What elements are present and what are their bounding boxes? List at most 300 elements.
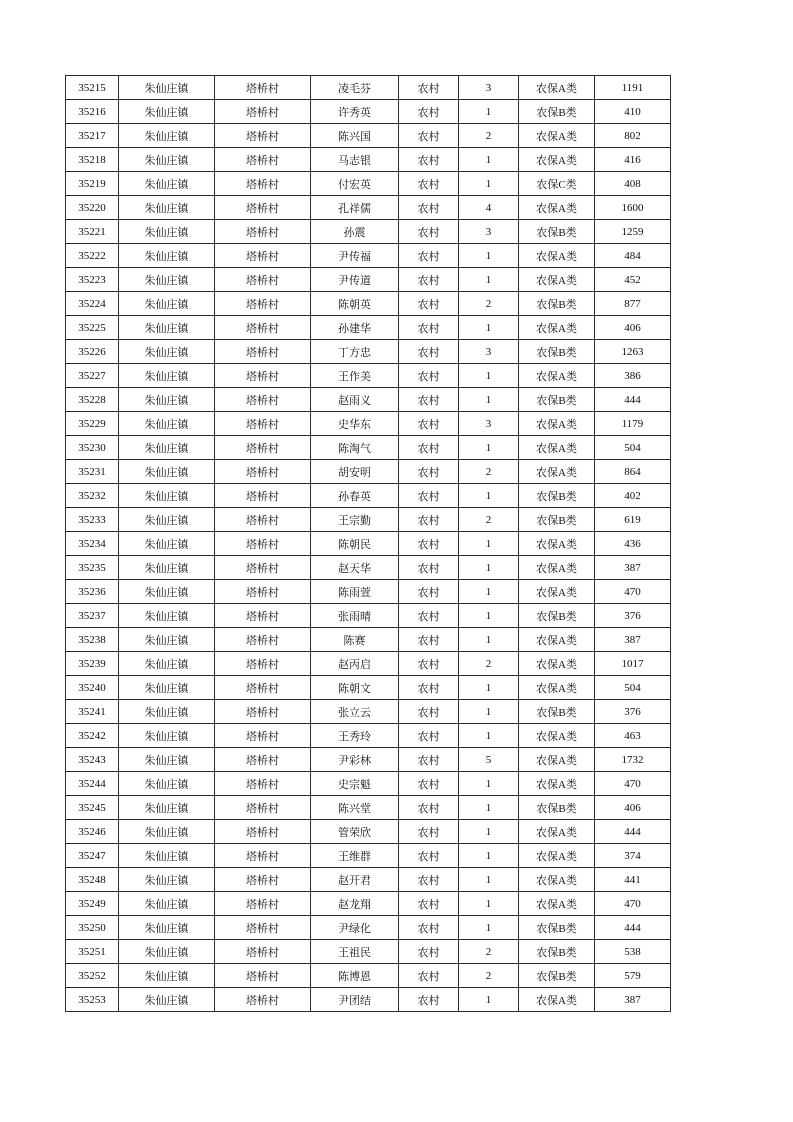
cell-record-id: 35216 (66, 100, 119, 124)
cell-insurance-category: 农保B类 (519, 508, 595, 532)
cell-town: 朱仙庄镇 (119, 244, 215, 268)
cell-insurance-category: 农保B类 (519, 340, 595, 364)
cell-village: 塔桥村 (215, 556, 311, 580)
cell-insurance-category: 农保A类 (519, 580, 595, 604)
cell-residence-type: 农村 (399, 892, 459, 916)
cell-record-id: 35235 (66, 556, 119, 580)
cell-record-id: 35253 (66, 988, 119, 1012)
cell-residence-type: 农村 (399, 196, 459, 220)
cell-town: 朱仙庄镇 (119, 220, 215, 244)
table-row (66, 628, 671, 652)
cell-person-count: 1 (459, 556, 519, 580)
cell-insurance-category: 农保B类 (519, 964, 595, 988)
cell-amount: 1259 (595, 220, 671, 244)
cell-record-id: 35239 (66, 652, 119, 676)
cell-village: 塔桥村 (215, 340, 311, 364)
cell-record-id: 35231 (66, 460, 119, 484)
cell-insurance-category: 农保A类 (519, 532, 595, 556)
cell-record-id: 35242 (66, 724, 119, 748)
cell-town: 朱仙庄镇 (119, 172, 215, 196)
cell-amount: 387 (595, 556, 671, 580)
cell-insurance-category: 农保A类 (519, 772, 595, 796)
cell-amount: 1191 (595, 76, 671, 100)
cell-person-count: 1 (459, 244, 519, 268)
cell-town: 朱仙庄镇 (119, 340, 215, 364)
table-row (66, 604, 671, 628)
cell-amount: 410 (595, 100, 671, 124)
cell-insurance-category: 农保A类 (519, 196, 595, 220)
cell-record-id: 35247 (66, 844, 119, 868)
cell-insurance-category: 农保B类 (519, 700, 595, 724)
cell-person-name: 陈雨萱 (311, 580, 399, 604)
cell-village: 塔桥村 (215, 868, 311, 892)
cell-person-name: 尹团结 (311, 988, 399, 1012)
cell-town: 朱仙庄镇 (119, 532, 215, 556)
cell-residence-type: 农村 (399, 124, 459, 148)
cell-person-count: 2 (459, 124, 519, 148)
cell-town: 朱仙庄镇 (119, 388, 215, 412)
cell-residence-type: 农村 (399, 388, 459, 412)
table-row (66, 316, 671, 340)
table-row (66, 556, 671, 580)
cell-village: 塔桥村 (215, 820, 311, 844)
cell-record-id: 35246 (66, 820, 119, 844)
cell-amount: 402 (595, 484, 671, 508)
cell-village: 塔桥村 (215, 148, 311, 172)
cell-residence-type: 农村 (399, 748, 459, 772)
cell-person-name: 孙建华 (311, 316, 399, 340)
cell-record-id: 35241 (66, 700, 119, 724)
cell-amount: 579 (595, 964, 671, 988)
cell-person-name: 尹彩林 (311, 748, 399, 772)
cell-amount: 504 (595, 676, 671, 700)
cell-insurance-category: 农保C类 (519, 172, 595, 196)
table-row (66, 412, 671, 436)
cell-village: 塔桥村 (215, 460, 311, 484)
cell-residence-type: 农村 (399, 580, 459, 604)
cell-person-count: 1 (459, 820, 519, 844)
cell-insurance-category: 农保B类 (519, 388, 595, 412)
table-row (66, 340, 671, 364)
cell-record-id: 35219 (66, 172, 119, 196)
cell-record-id: 35222 (66, 244, 119, 268)
cell-person-name: 孔祥儒 (311, 196, 399, 220)
cell-town: 朱仙庄镇 (119, 844, 215, 868)
cell-insurance-category: 农保A类 (519, 820, 595, 844)
cell-town: 朱仙庄镇 (119, 412, 215, 436)
cell-town: 朱仙庄镇 (119, 460, 215, 484)
cell-amount: 1600 (595, 196, 671, 220)
cell-record-id: 35230 (66, 436, 119, 460)
cell-amount: 864 (595, 460, 671, 484)
cell-person-name: 赵雨义 (311, 388, 399, 412)
cell-village: 塔桥村 (215, 748, 311, 772)
cell-village: 塔桥村 (215, 508, 311, 532)
cell-amount: 802 (595, 124, 671, 148)
cell-person-count: 1 (459, 772, 519, 796)
cell-insurance-category: 农保A类 (519, 268, 595, 292)
cell-residence-type: 农村 (399, 436, 459, 460)
cell-village: 塔桥村 (215, 268, 311, 292)
cell-person-name: 王维群 (311, 844, 399, 868)
cell-person-name: 陈朝文 (311, 676, 399, 700)
cell-record-id: 35220 (66, 196, 119, 220)
cell-amount: 406 (595, 796, 671, 820)
cell-amount: 408 (595, 172, 671, 196)
cell-insurance-category: 农保A类 (519, 748, 595, 772)
cell-town: 朱仙庄镇 (119, 700, 215, 724)
cell-amount: 387 (595, 988, 671, 1012)
cell-town: 朱仙庄镇 (119, 916, 215, 940)
cell-town: 朱仙庄镇 (119, 868, 215, 892)
benefits-table (65, 75, 671, 1012)
cell-residence-type: 农村 (399, 700, 459, 724)
cell-town: 朱仙庄镇 (119, 268, 215, 292)
table-row (66, 508, 671, 532)
cell-village: 塔桥村 (215, 100, 311, 124)
cell-amount: 470 (595, 892, 671, 916)
cell-person-name: 赵龙翔 (311, 892, 399, 916)
cell-amount: 538 (595, 940, 671, 964)
cell-village: 塔桥村 (215, 292, 311, 316)
cell-person-name: 赵开君 (311, 868, 399, 892)
cell-residence-type: 农村 (399, 820, 459, 844)
cell-insurance-category: 农保B类 (519, 484, 595, 508)
cell-residence-type: 农村 (399, 964, 459, 988)
table-row (66, 724, 671, 748)
table-row (66, 484, 671, 508)
cell-village: 塔桥村 (215, 76, 311, 100)
cell-insurance-category: 农保B类 (519, 916, 595, 940)
cell-village: 塔桥村 (215, 772, 311, 796)
cell-person-name: 尹传福 (311, 244, 399, 268)
table-row (66, 460, 671, 484)
cell-person-count: 2 (459, 460, 519, 484)
cell-record-id: 35228 (66, 388, 119, 412)
cell-amount: 470 (595, 772, 671, 796)
cell-person-count: 4 (459, 196, 519, 220)
cell-insurance-category: 农保A类 (519, 436, 595, 460)
cell-record-id: 35217 (66, 124, 119, 148)
table-row (66, 868, 671, 892)
cell-person-name: 王作美 (311, 364, 399, 388)
cell-residence-type: 农村 (399, 772, 459, 796)
cell-town: 朱仙庄镇 (119, 292, 215, 316)
cell-insurance-category: 农保A类 (519, 652, 595, 676)
cell-record-id: 35234 (66, 532, 119, 556)
cell-town: 朱仙庄镇 (119, 748, 215, 772)
table-body (66, 76, 671, 1012)
cell-residence-type: 农村 (399, 220, 459, 244)
cell-village: 塔桥村 (215, 916, 311, 940)
cell-person-count: 1 (459, 580, 519, 604)
table-row (66, 148, 671, 172)
cell-residence-type: 农村 (399, 628, 459, 652)
cell-person-count: 1 (459, 388, 519, 412)
cell-insurance-category: 农保A类 (519, 556, 595, 580)
cell-town: 朱仙庄镇 (119, 724, 215, 748)
cell-insurance-category: 农保A类 (519, 844, 595, 868)
cell-record-id: 35249 (66, 892, 119, 916)
cell-residence-type: 农村 (399, 484, 459, 508)
cell-village: 塔桥村 (215, 940, 311, 964)
cell-town: 朱仙庄镇 (119, 364, 215, 388)
cell-person-name: 尹传道 (311, 268, 399, 292)
cell-record-id: 35229 (66, 412, 119, 436)
cell-person-name: 丁方忠 (311, 340, 399, 364)
cell-residence-type: 农村 (399, 940, 459, 964)
table-row (66, 700, 671, 724)
cell-town: 朱仙庄镇 (119, 676, 215, 700)
cell-village: 塔桥村 (215, 124, 311, 148)
cell-amount: 484 (595, 244, 671, 268)
cell-person-name: 陈朝民 (311, 532, 399, 556)
cell-village: 塔桥村 (215, 484, 311, 508)
cell-amount: 504 (595, 436, 671, 460)
cell-person-count: 1 (459, 172, 519, 196)
cell-amount: 1017 (595, 652, 671, 676)
cell-village: 塔桥村 (215, 580, 311, 604)
cell-insurance-category: 农保A类 (519, 316, 595, 340)
cell-insurance-category: 农保A类 (519, 724, 595, 748)
cell-person-name: 王宗勤 (311, 508, 399, 532)
cell-person-name: 孙震 (311, 220, 399, 244)
table-row (66, 844, 671, 868)
cell-record-id: 35252 (66, 964, 119, 988)
cell-residence-type: 农村 (399, 364, 459, 388)
cell-person-name: 张雨晴 (311, 604, 399, 628)
cell-residence-type: 农村 (399, 100, 459, 124)
cell-person-name: 赵天华 (311, 556, 399, 580)
cell-person-count: 5 (459, 748, 519, 772)
table-row (66, 388, 671, 412)
table-row (66, 676, 671, 700)
cell-person-count: 1 (459, 484, 519, 508)
cell-town: 朱仙庄镇 (119, 652, 215, 676)
cell-village: 塔桥村 (215, 628, 311, 652)
cell-person-name: 胡安明 (311, 460, 399, 484)
cell-person-name: 尹绿化 (311, 916, 399, 940)
cell-person-count: 1 (459, 148, 519, 172)
cell-village: 塔桥村 (215, 220, 311, 244)
cell-person-name: 管荣欣 (311, 820, 399, 844)
cell-town: 朱仙庄镇 (119, 796, 215, 820)
cell-person-name: 史华东 (311, 412, 399, 436)
cell-person-count: 1 (459, 796, 519, 820)
cell-amount: 376 (595, 604, 671, 628)
cell-person-name: 陈朝英 (311, 292, 399, 316)
cell-village: 塔桥村 (215, 964, 311, 988)
cell-village: 塔桥村 (215, 796, 311, 820)
cell-town: 朱仙庄镇 (119, 436, 215, 460)
cell-village: 塔桥村 (215, 676, 311, 700)
cell-village: 塔桥村 (215, 172, 311, 196)
cell-record-id: 35237 (66, 604, 119, 628)
cell-person-count: 1 (459, 436, 519, 460)
table-row (66, 292, 671, 316)
table-row (66, 964, 671, 988)
cell-amount: 374 (595, 844, 671, 868)
cell-residence-type: 农村 (399, 532, 459, 556)
cell-town: 朱仙庄镇 (119, 988, 215, 1012)
cell-residence-type: 农村 (399, 988, 459, 1012)
cell-village: 塔桥村 (215, 196, 311, 220)
cell-residence-type: 农村 (399, 868, 459, 892)
cell-person-count: 3 (459, 220, 519, 244)
cell-person-name: 张立云 (311, 700, 399, 724)
cell-person-count: 1 (459, 916, 519, 940)
cell-residence-type: 农村 (399, 508, 459, 532)
cell-person-count: 2 (459, 940, 519, 964)
cell-person-count: 1 (459, 700, 519, 724)
cell-person-count: 1 (459, 316, 519, 340)
cell-amount: 441 (595, 868, 671, 892)
cell-village: 塔桥村 (215, 388, 311, 412)
cell-residence-type: 农村 (399, 604, 459, 628)
cell-person-count: 1 (459, 868, 519, 892)
cell-insurance-category: 农保A类 (519, 460, 595, 484)
table-row (66, 772, 671, 796)
cell-residence-type: 农村 (399, 412, 459, 436)
cell-person-name: 凌毛芬 (311, 76, 399, 100)
cell-person-name: 陈淘气 (311, 436, 399, 460)
cell-record-id: 35215 (66, 76, 119, 100)
cell-record-id: 35248 (66, 868, 119, 892)
cell-amount: 376 (595, 700, 671, 724)
cell-residence-type: 农村 (399, 676, 459, 700)
cell-person-count: 1 (459, 364, 519, 388)
cell-person-count: 1 (459, 100, 519, 124)
table-row (66, 196, 671, 220)
cell-residence-type: 农村 (399, 292, 459, 316)
table-row (66, 76, 671, 100)
cell-person-count: 2 (459, 964, 519, 988)
cell-village: 塔桥村 (215, 364, 311, 388)
cell-amount: 463 (595, 724, 671, 748)
cell-insurance-category: 农保B类 (519, 604, 595, 628)
table-row (66, 268, 671, 292)
table-row (66, 532, 671, 556)
cell-record-id: 35227 (66, 364, 119, 388)
cell-record-id: 35245 (66, 796, 119, 820)
table-row (66, 940, 671, 964)
cell-residence-type: 农村 (399, 148, 459, 172)
cell-amount: 406 (595, 316, 671, 340)
table-row (66, 820, 671, 844)
cell-town: 朱仙庄镇 (119, 940, 215, 964)
cell-insurance-category: 农保A类 (519, 892, 595, 916)
cell-person-count: 1 (459, 268, 519, 292)
cell-amount: 470 (595, 580, 671, 604)
cell-insurance-category: 农保A类 (519, 364, 595, 388)
cell-residence-type: 农村 (399, 652, 459, 676)
cell-person-count: 2 (459, 292, 519, 316)
cell-town: 朱仙庄镇 (119, 604, 215, 628)
cell-residence-type: 农村 (399, 244, 459, 268)
cell-person-count: 1 (459, 676, 519, 700)
cell-residence-type: 农村 (399, 460, 459, 484)
cell-record-id: 35232 (66, 484, 119, 508)
cell-town: 朱仙庄镇 (119, 556, 215, 580)
cell-insurance-category: 农保A类 (519, 676, 595, 700)
cell-person-count: 2 (459, 652, 519, 676)
cell-insurance-category: 农保B类 (519, 940, 595, 964)
table-row (66, 652, 671, 676)
cell-town: 朱仙庄镇 (119, 76, 215, 100)
cell-record-id: 35225 (66, 316, 119, 340)
cell-town: 朱仙庄镇 (119, 628, 215, 652)
cell-insurance-category: 农保A类 (519, 76, 595, 100)
cell-amount: 436 (595, 532, 671, 556)
cell-village: 塔桥村 (215, 604, 311, 628)
table-row (66, 436, 671, 460)
cell-amount: 444 (595, 388, 671, 412)
cell-town: 朱仙庄镇 (119, 484, 215, 508)
cell-village: 塔桥村 (215, 700, 311, 724)
cell-residence-type: 农村 (399, 172, 459, 196)
cell-village: 塔桥村 (215, 412, 311, 436)
cell-amount: 444 (595, 916, 671, 940)
cell-village: 塔桥村 (215, 436, 311, 460)
cell-person-name: 王秀玲 (311, 724, 399, 748)
cell-residence-type: 农村 (399, 340, 459, 364)
cell-town: 朱仙庄镇 (119, 892, 215, 916)
table-row (66, 580, 671, 604)
cell-residence-type: 农村 (399, 316, 459, 340)
cell-insurance-category: 农保A类 (519, 244, 595, 268)
cell-person-name: 付宏英 (311, 172, 399, 196)
cell-village: 塔桥村 (215, 652, 311, 676)
table-row (66, 748, 671, 772)
cell-person-name: 陈兴国 (311, 124, 399, 148)
cell-record-id: 35244 (66, 772, 119, 796)
cell-person-count: 2 (459, 508, 519, 532)
cell-person-count: 1 (459, 532, 519, 556)
cell-record-id: 35250 (66, 916, 119, 940)
cell-amount: 619 (595, 508, 671, 532)
cell-village: 塔桥村 (215, 316, 311, 340)
cell-residence-type: 农村 (399, 76, 459, 100)
cell-town: 朱仙庄镇 (119, 964, 215, 988)
cell-record-id: 35251 (66, 940, 119, 964)
cell-village: 塔桥村 (215, 724, 311, 748)
cell-insurance-category: 农保A类 (519, 628, 595, 652)
cell-residence-type: 农村 (399, 916, 459, 940)
cell-person-count: 1 (459, 604, 519, 628)
cell-residence-type: 农村 (399, 796, 459, 820)
cell-village: 塔桥村 (215, 988, 311, 1012)
cell-amount: 444 (595, 820, 671, 844)
table-row (66, 172, 671, 196)
cell-amount: 1263 (595, 340, 671, 364)
cell-person-name: 赵丙启 (311, 652, 399, 676)
cell-person-name: 陈赛 (311, 628, 399, 652)
cell-town: 朱仙庄镇 (119, 100, 215, 124)
cell-insurance-category: 农保A类 (519, 124, 595, 148)
table-row (66, 100, 671, 124)
cell-residence-type: 农村 (399, 268, 459, 292)
cell-amount: 1179 (595, 412, 671, 436)
cell-record-id: 35233 (66, 508, 119, 532)
cell-insurance-category: 农保B类 (519, 796, 595, 820)
cell-town: 朱仙庄镇 (119, 316, 215, 340)
cell-person-count: 1 (459, 988, 519, 1012)
cell-town: 朱仙庄镇 (119, 124, 215, 148)
table-row (66, 796, 671, 820)
cell-record-id: 35240 (66, 676, 119, 700)
cell-insurance-category: 农保A类 (519, 868, 595, 892)
cell-insurance-category: 农保A类 (519, 988, 595, 1012)
